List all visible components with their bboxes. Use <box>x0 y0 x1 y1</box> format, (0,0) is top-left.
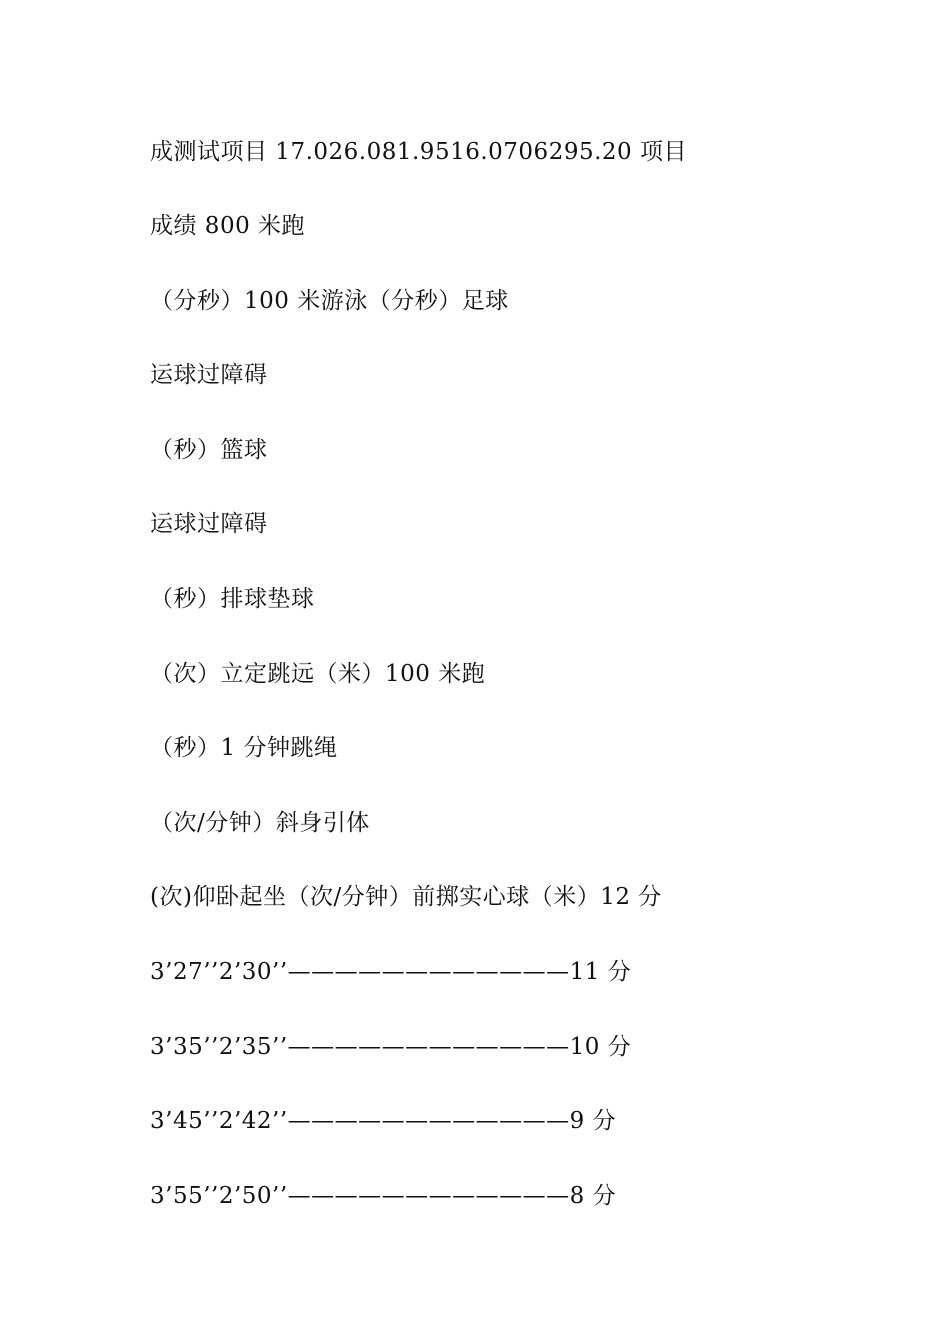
text-line-4: 运球过障碍 <box>150 362 268 388</box>
text-line-2: 成绩 800 米跑 <box>150 213 306 239</box>
text-line-7: （秒）排球垫球 <box>150 586 315 612</box>
text-line-11: (次)仰卧起坐（次/分钟）前掷实心球（米）12 分 <box>150 884 662 910</box>
text-line-3: （分秒）100 米游泳（分秒）足球 <box>150 288 509 314</box>
text-line-9: （秒）1 分钟跳绳 <box>150 735 338 761</box>
text-line-12: 3’27’’2’30’’————————————11 分 <box>150 959 632 985</box>
text-line-15: 3’55’’2’50’’————————————8 分 <box>150 1183 617 1209</box>
text-line-14: 3’45’’2’42’’————————————9 分 <box>150 1108 617 1134</box>
text-line-13: 3’35’’2’35’’————————————10 分 <box>150 1034 632 1060</box>
text-line-10: （次/分钟）斜身引体 <box>150 810 370 836</box>
text-line-1: 成测试项目 17.026.081.9516.0706295.20 项目 <box>150 139 687 165</box>
text-line-5: （秒）篮球 <box>150 437 268 463</box>
text-line-8: （次）立定跳远（米）100 米跑 <box>150 661 486 687</box>
text-line-6: 运球过障碍 <box>150 511 268 537</box>
